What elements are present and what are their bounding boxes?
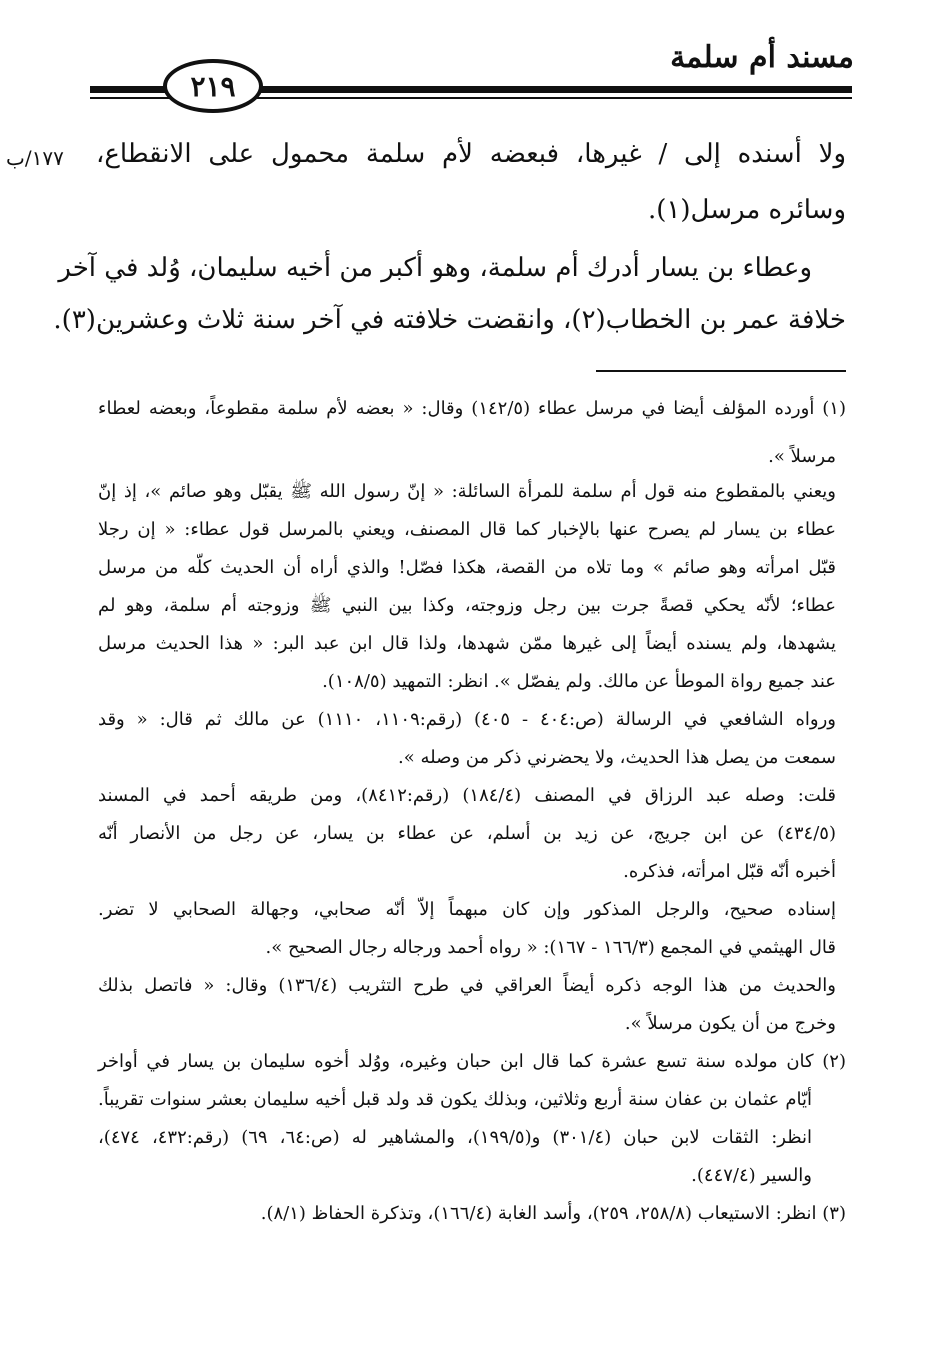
running-title: مسند أم سلمة xyxy=(670,40,854,75)
footnote-line: قال الهيثمي في المجمع (١٦٦/٣ - ١٦٧): « رواه أحمد ورجاله رجال الصحيح ». xyxy=(265,937,836,958)
main-text-line: ولا أسنده إلى / غيرها، فبعضه لأم سلمة محمول على الانقطاع، xyxy=(96,139,846,169)
footnote-line: عطاء بن يسار لم يصرح عنها بالإخبار كما قال المصنف، ويعني بالمرسل قول عطاء: « إن رجلا xyxy=(98,519,836,540)
footnote-line: انظر: الثقات لابن حبان (٣٠١/٤) و(١٩٩/٥)، والمشاهير له (ص:٦٤، ٦٩) (رقم:٤٣٢، ٤٧٤)، xyxy=(98,1127,812,1148)
footnote-line: ويعني بالمقطوع منه قول أم سلمة للمرأة السائلة: « إنّ رسول الله ﷺ يقبّل وهو صائم »، إذ إنّ xyxy=(98,481,836,502)
footnote-line: (١) أورده المؤلف أيضا في مرسل عطاء (١٤٢/٥) وقال: « بعضه لأم سلمة مقطوعاً، وبعضه لعطاء xyxy=(98,398,846,419)
footnote-line: عطاء؛ لأنّه يحكي قصةً جرت بين رجل وزوجته، وكذا بين النبي ﷺ وزوجته أم سلمة، وهو لم xyxy=(98,595,836,616)
footnote-line: قلت: وصله عبد الرزاق في المصنف (١٨٤/٤) (رقم:٨٤١٢)، ومن طريقه أحمد في المسند xyxy=(98,785,836,806)
footnote-line: إسناده صحيح، والرجل المذكور وإن كان مبهماً إلاّ أنّه صحابي، وجهالة الصحابي لا تضر. xyxy=(98,899,836,920)
footnote-line: سمعت من يصل هذا الحديث، ولا يحضرني ذكر من وصله ». xyxy=(398,747,836,768)
main-text-line: خلافة عمر بن الخطاب(٢)، وانقضت خلافته في آخر سنة ثلاث وعشرين(٣). xyxy=(53,305,846,335)
footnote-line: عند جميع رواة الموطأ عن مالك. ولم يفصّل ». انظر: التمهيد (١٠٨/٥). xyxy=(322,671,836,692)
page-number: ٢١٩ xyxy=(190,69,236,103)
page-number-oval xyxy=(163,59,263,113)
main-text-line: وعطاء بن يسار أدرك أم سلمة، وهو أكبر من أخيه سليمان، وُلد في آخر xyxy=(58,253,812,283)
footnote-line: أخبره أنّه قبّل امرأته، فذكره. xyxy=(623,861,836,882)
footnote-line: قبّل امرأته وهو صائم » وما تلاه من القصة، هكذا فصّل! والذي أراه أن الحديث كلّه من مرسل xyxy=(98,557,836,578)
main-text-line: وسائره مرسل(١). xyxy=(647,195,846,225)
footnote-line: وخرج من أن يكون مرسلاً ». xyxy=(624,1013,836,1034)
footnote-line: ورواه الشافعي في الرسالة (ص:٤٠٤ - ٤٠٥) (رقم:١١٠٩، ١١١٠) عن مالك ثم قال: « وقد xyxy=(98,709,836,730)
footnote-line: والحديث من هذا الوجه ذكره أيضاً العراقي في طرح التثريب (١٣٦/٤) وقال: « فاتصل بذلك xyxy=(98,975,836,996)
footnote-line: (٣) انظر: الاستيعاب (٢٥٨/٨، ٢٥٩)، وأسد الغابة (١٦٦/٤)، وتذكرة الحفاظ (٨/١). xyxy=(260,1203,846,1224)
footnote-separator xyxy=(596,370,846,372)
manuscript-folio-note: ١٧٧/ب xyxy=(6,146,64,170)
footnote-line: (٤٣٤/٥) عن ابن جريج، عن زيد بن أسلم، عن عطاء بن يسار، عن رجل من الأنصار أنّه xyxy=(98,823,836,844)
footnote-line: أيّام عثمان بن عفان سنة أربع وثلاثين، وبذلك يكون قد ولد قبل أخيه سليمان بعشر سنوات تقريباً. xyxy=(98,1089,812,1110)
footnote-line: (٢) كان مولده سنة تسع عشرة كما قال ابن حبان وغيره، ووُلد أخوه سليمان بن يسار في أواخر xyxy=(98,1051,846,1072)
footnote-line: مرسلاً ». xyxy=(768,446,836,467)
footnote-line: والسير (٤٤٧/٤). xyxy=(691,1165,812,1186)
footnote-line: يشهدها، ولم يسنده أيضاً إلى غيرها ممّن شهدها، ولذا قال ابن عبد البر: « هذا الحديث مرسل xyxy=(98,633,836,654)
